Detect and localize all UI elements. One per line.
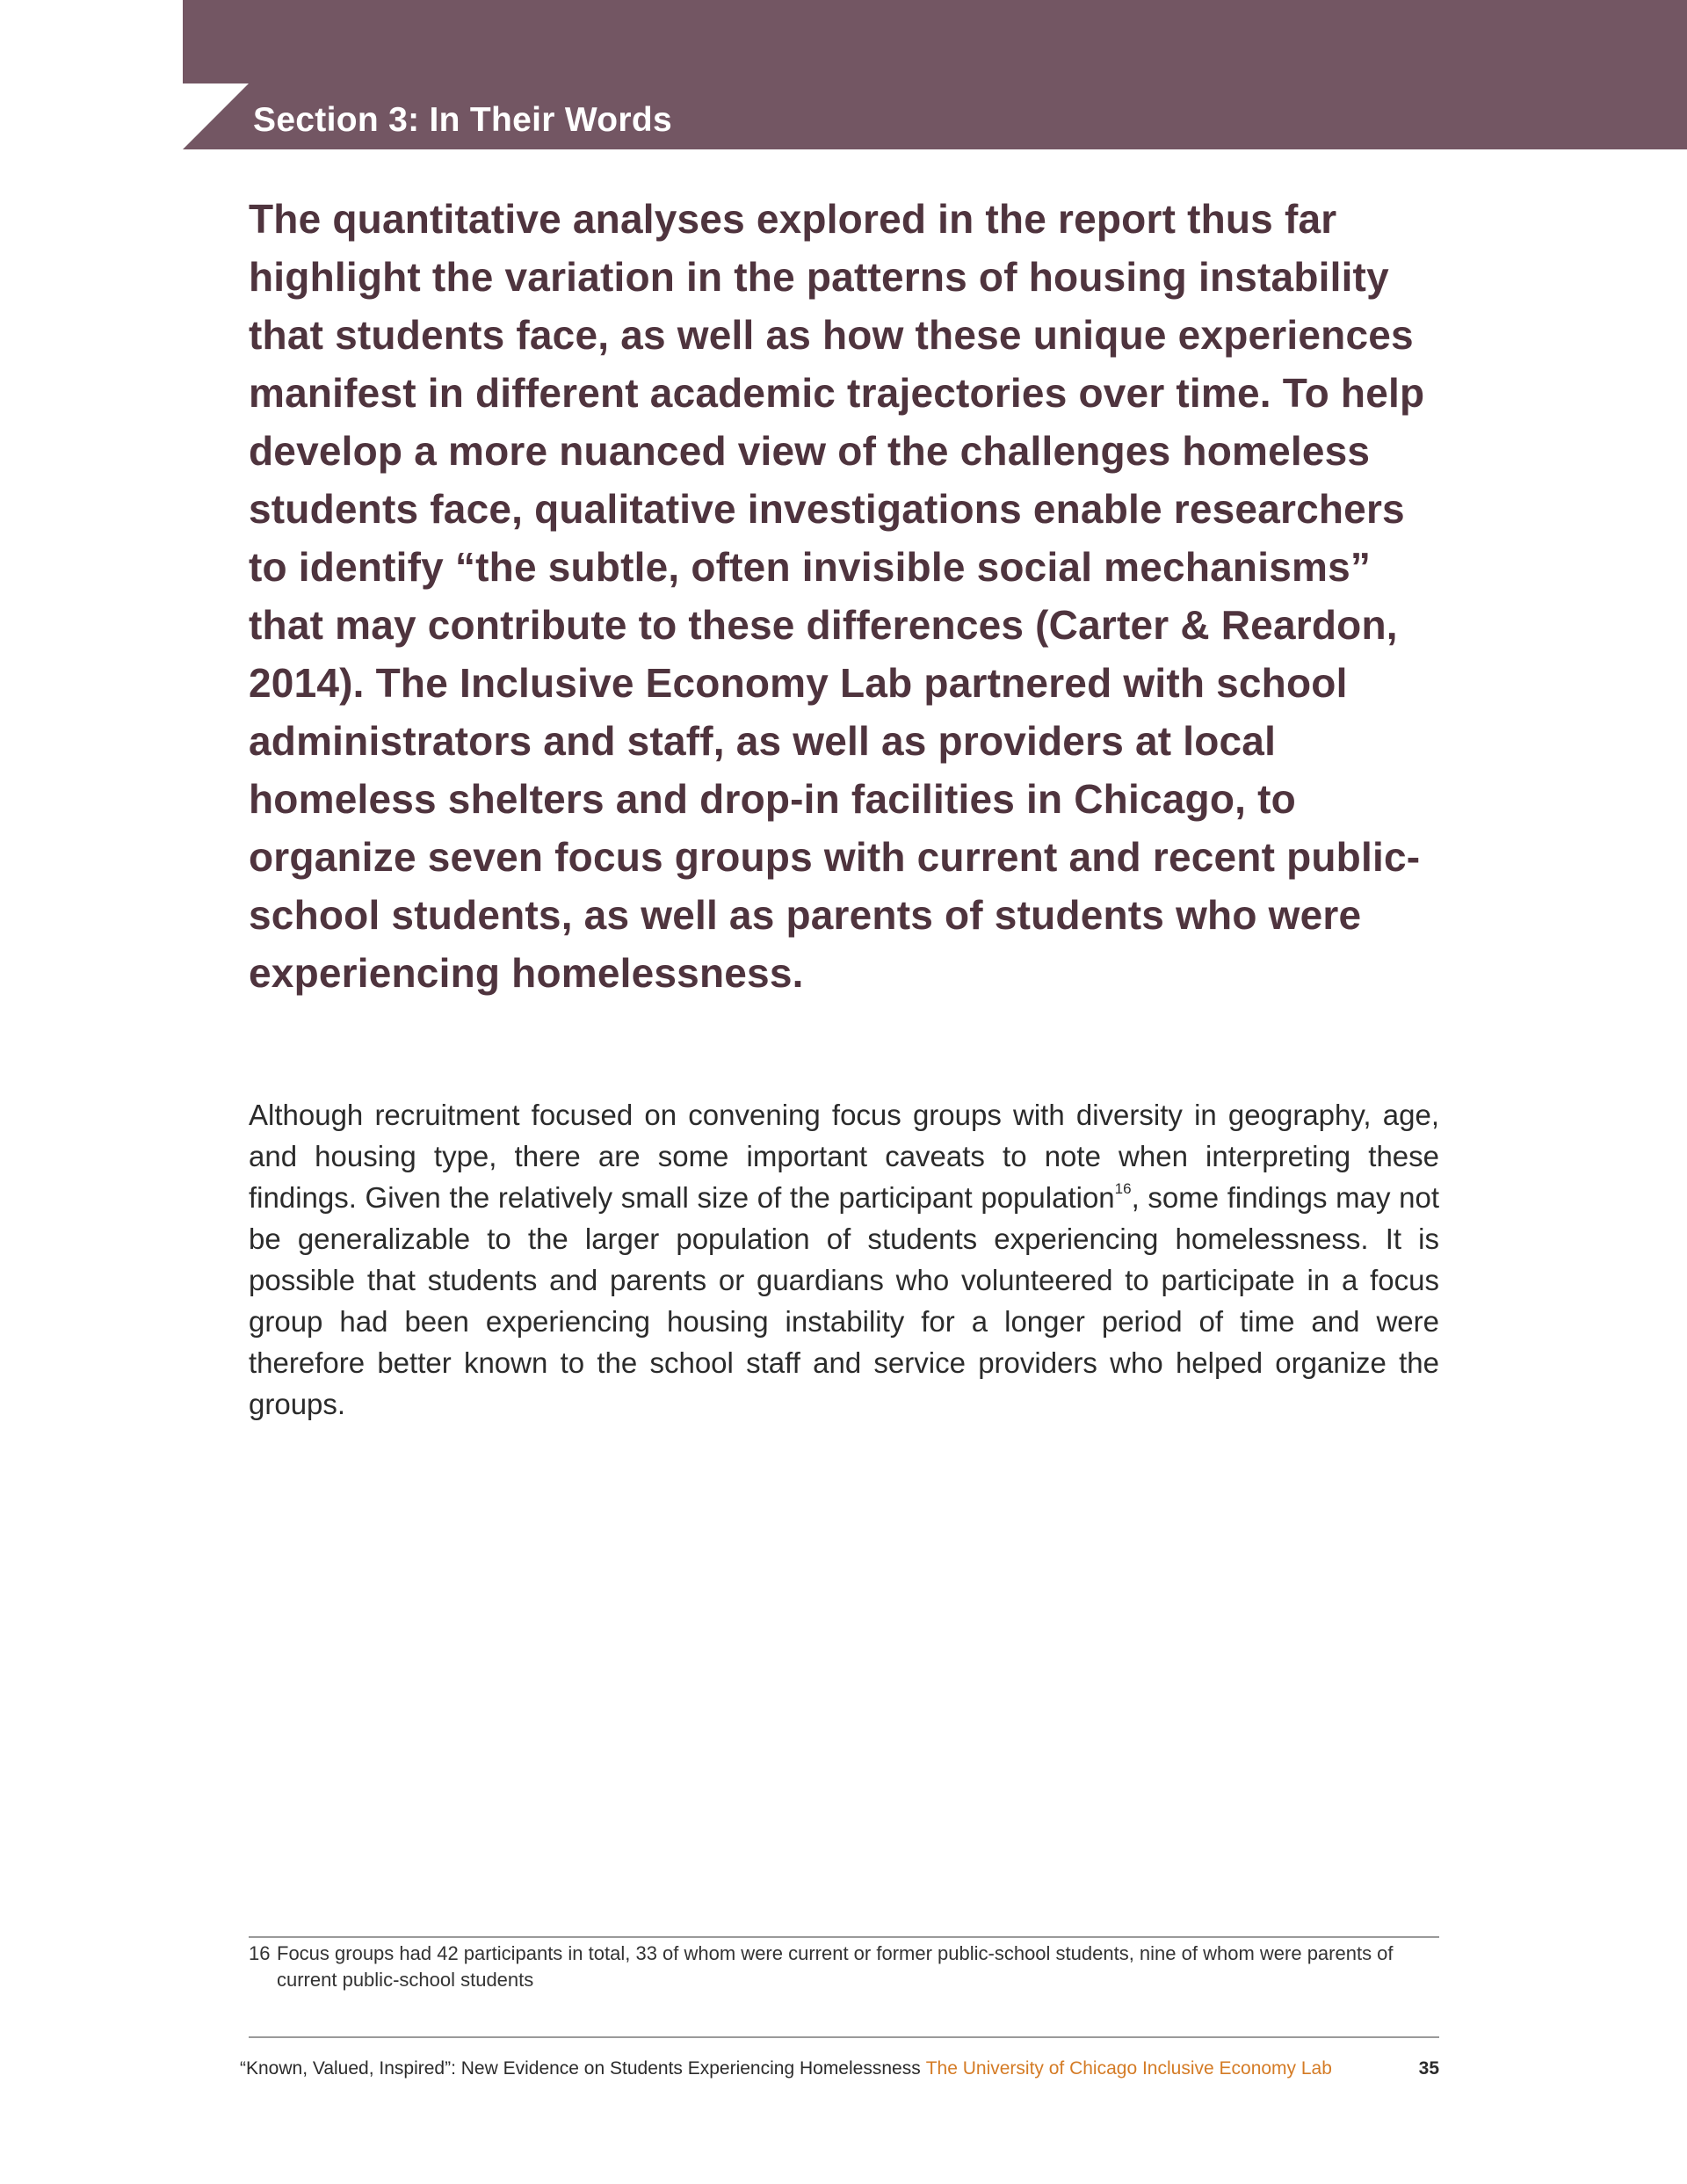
footer-organization: The University of Chicago Inclusive Economy Lab — [925, 2058, 1332, 2079]
footnote-text: Focus groups had 42 participants in total, 33 of whom were current or former public-school students, nine of whom were parents of current public-school students — [277, 1942, 1394, 1991]
body-text-part-2: , some findings may not be generalizable to the larger population of students experiencing homelessness. It is possible that students and parents or guardians who volunteered to participate in a focus group had been experiencing housing instability for a longer period of time and were therefore better known to the school staff and service providers who helped organize the groups. — [249, 1181, 1440, 1420]
footnote-divider — [249, 1936, 1439, 1938]
footer-divider — [249, 2036, 1439, 2038]
page-footer — [240, 2056, 1439, 2082]
header-corner-notch — [183, 83, 249, 149]
footer-report-title: “Known, Valued, Inspired”: New Evidence on Students Experiencing Homelessness — [240, 2058, 921, 2079]
page-number: 35 — [1418, 2058, 1439, 2079]
section-title: Section 3: In Their Words — [253, 101, 673, 139]
footnote — [249, 1941, 1439, 1993]
body-text-part-1: Although recruitment focused on convening focus groups with diversity in geography, age, and housing type, there are some important caveats to note when interpreting these findings. Given the relatively small size of the participant population — [249, 1099, 1439, 1214]
footnote-reference[interactable]: 16 — [1114, 1180, 1132, 1197]
lead-paragraph: The quantitative analyses explored in the report thus far highlight the variation in the patterns of housing instability that students face, as well as how these unique experiences manifest in different academic trajectories over time. To help develop a more nuanced view of the challenges homeless students face, qualitative investigations enable researchers to identify “the subtle, often invisible social mechanisms” that may contribute to these differences (Carter & Reardon, 2014). The Inclusive Economy Lab partnered with school administrators and staff, as well as providers at local homeless shelters and drop-in facilities in Chicago, to organize seven focus groups with current and recent public-school students, as well as parents of students who were experiencing homelessness. — [249, 196, 1425, 996]
body-paragraph — [249, 1094, 1439, 1425]
footnote-number: 16 — [249, 1942, 271, 1964]
